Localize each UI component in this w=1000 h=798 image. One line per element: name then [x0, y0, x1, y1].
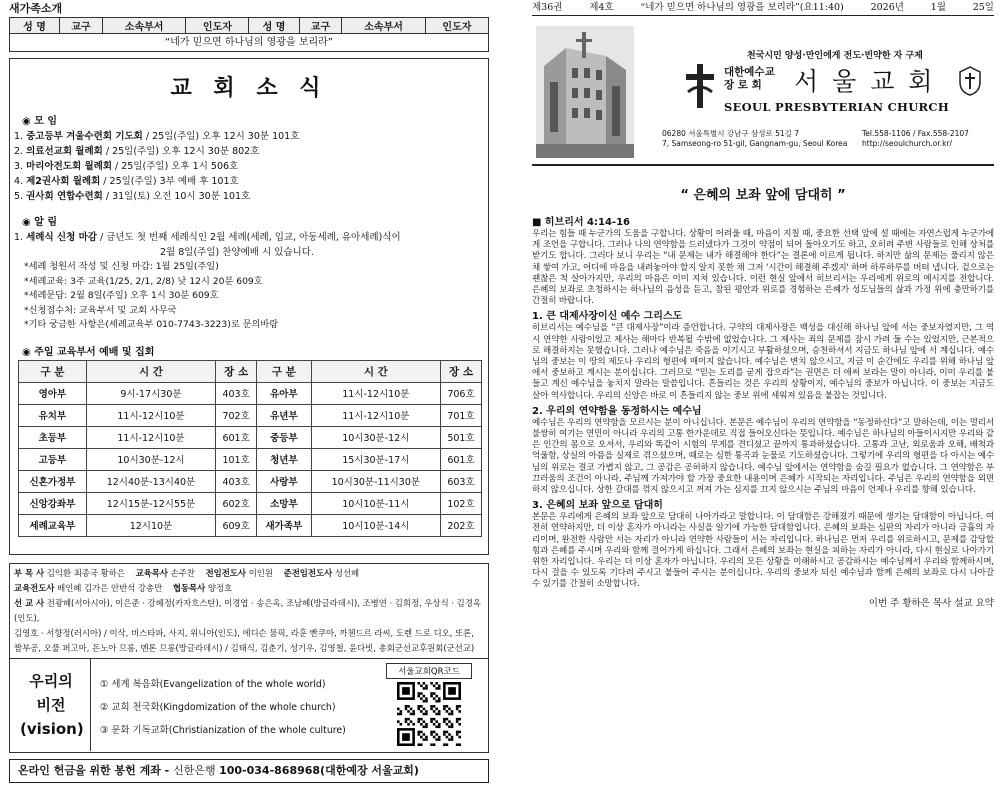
- schedule-header: 시 간: [86, 360, 215, 382]
- schedule-cell: 601호: [441, 448, 482, 470]
- meeting-detail: / 25일(주일) 오후 12시 30분 101호: [142, 131, 300, 142]
- schedule-cell: 15시30분-17시: [311, 448, 440, 470]
- schedule-cell: 102호: [441, 492, 482, 514]
- notice-heading: ◉ 알 림: [22, 217, 58, 228]
- point-1-heading: 1. 큰 대제사장이신 예수 그리스도: [532, 311, 683, 323]
- newcomers-header: 인도자: [425, 18, 488, 34]
- bank-box: 온라인 헌금을 위한 봉헌 계좌 - 신한은행 100-034-868968(대한예장 서울교회): [9, 759, 489, 783]
- meeting-detail: / 25일(주일) 오후 1시 506호: [112, 161, 239, 172]
- schedule-cell: 609호: [216, 514, 257, 536]
- staff-role: 교육전도사: [14, 583, 55, 593]
- schedule-cell: 12시40분-13시40분: [86, 470, 215, 492]
- meeting-item: [10, 129, 488, 144]
- schedule-cell: 12시10분: [86, 514, 215, 536]
- issue-header: [532, 0, 994, 16]
- point-3-heading: 3. 은혜의 보좌 앞으로 담대히: [532, 500, 663, 512]
- schedule-cell: 101호: [216, 448, 257, 470]
- meeting-number: 3.: [14, 161, 24, 172]
- schedule-cell: 11시-12시10분: [86, 404, 215, 426]
- schedule-header: 장 소: [216, 360, 257, 382]
- schedule-cell: 11시-12시10분: [86, 426, 215, 448]
- schedule-cell: 9시-17시30분: [86, 382, 215, 404]
- staff-names: 양정호: [207, 583, 233, 593]
- newcomers-header: 교구: [299, 18, 342, 34]
- staff-names: 성선혜: [334, 568, 360, 578]
- meeting-item: [10, 159, 488, 174]
- slogan: 천국시민 양성·만인에게 전도·빈약한 자 구제: [747, 51, 923, 61]
- missionary-line-1: 선 교 사 전광혜(서아시아), 이은준 · 강혜정(카자흐스탄), 이경엽 · 송은옥, 조남혜(방글라데시), 조병연 · 김희정, 우상식 · 김경옥(인도),: [14, 598, 481, 623]
- staff-line-2: [14, 581, 484, 596]
- denomination: 대한예수교 장 로 회: [724, 66, 775, 91]
- meeting-number: 2.: [14, 146, 24, 157]
- meeting-name: 마리아전도회 월례회: [26, 161, 113, 172]
- schedule-cell: 11시-12시10분: [311, 382, 440, 404]
- notice-note: *세례 청원서 작성 및 신청 마감: 1월 25일(주일): [24, 261, 219, 272]
- month: 1월: [930, 2, 946, 13]
- meeting-detail: / 25일(주일) 3부 예배 후 101호: [100, 176, 239, 187]
- year: 2026년: [870, 2, 904, 13]
- schedule-cell: 10시10분-11시: [311, 492, 440, 514]
- schedule-cell: 603호: [441, 470, 482, 492]
- schedule-row: [19, 404, 482, 426]
- missionary-line-3: 짬부공, 오풀 퍼고마, 돈노아 므롱, 멘톤 므롱(방글라데시) / 김태식, 김춘기, 성기우, 김영철, 윤다빗, 총회군선교후원회(군선교): [14, 643, 475, 653]
- staff-role: 준전임전도사: [283, 568, 333, 578]
- schedule-cell: 10시30분-12시: [311, 426, 440, 448]
- schedule-table: [18, 360, 482, 537]
- schedule-row: [19, 470, 482, 492]
- church-building-photo: [536, 26, 634, 158]
- newcomers-header: 성 명: [10, 18, 60, 34]
- schedule-cell: 고등부: [19, 448, 87, 470]
- schedule-cell: 10시30분-11시30분: [311, 470, 440, 492]
- notice-item: 1. 세례식 신청 마감 / 금년도 첫 번째 세례식인 2월 세례(세례, 입교, 아동세례, 유아세례)식이: [14, 232, 401, 243]
- issue-no: 제4호: [589, 2, 614, 13]
- newcomers-header: 인도자: [186, 18, 249, 34]
- schedule-row: [19, 426, 482, 448]
- notice-line2: 2월 8일(주일) 찬양예배 시 있습니다.: [160, 247, 314, 258]
- schedule-cell: 403호: [216, 382, 257, 404]
- staff-names: 이인원: [248, 568, 273, 578]
- meeting-detail: / 31일(토) 오전 10시 30분 101호: [102, 191, 251, 202]
- schedule-cell: 신혼가정부: [19, 470, 87, 492]
- schedule-cell: 소망부: [257, 492, 312, 514]
- notice-notes: [10, 260, 488, 333]
- meetings-heading: ◉ 모 임: [22, 116, 58, 127]
- news-box: [9, 58, 489, 555]
- newcomers-header: 소속부서: [102, 18, 185, 34]
- point-1-text: 히브리서는 예수님을 “큰 대제사장”이라 증언합니다. 구약의 대제사장은 백성을 대신해 하나님 앞에 서는 중보자였지만, 그 역시 연약한 사람이었고 제사는 해마다 반복될 수밖에 없었습니다. 그 제사는 죄의 문제를 잠시 가려 둘 수는 있었지만, 근본적으로 해결하지는 못했습니다. 그러나 예수님은 죽음을 이기시고 부활하셨으며, 승천하셔서 지금도 하나님 앞에 서 계십니다. 예수님의 중보는 이 땅의 제도나 우리의 형편에 매이지 않습니다. 예수님은 변치 않으시고, 지금 이 순간에도 우리를 위해 하나님 앞에서 중보하고 계시는 분이십니다. 그러므로 “믿는 도리를 굳게 잡으라”는 권면은 더 애써 보라는 말이 아니라, 이미 우리를 붙들고 계신 예수님을 놓치지 말라는 말씀입니다. 흔들리는 것은 우리의 상황이지, 예수님의 중보가 아닙니다. 이 중보는 지금도 살아 역사합니다. 우리의 신앙은 바로 이 흔들리지 않는 중보 위에 세워져 있음을 붙잡는 것입니다.: [532, 323, 994, 401]
- schedule-cell: 601호: [216, 426, 257, 448]
- staff-role: 전임전도사: [205, 568, 247, 578]
- schedule-header: 장 소: [441, 360, 482, 382]
- church-emblem-icon: [958, 66, 982, 96]
- left-page: [9, 0, 489, 798]
- newcomers-title: 새가족소개: [9, 2, 63, 15]
- meeting-item: [10, 144, 488, 159]
- schedule-cell: 501호: [441, 426, 482, 448]
- schedule-cell: 유년부: [257, 404, 312, 426]
- sermon-title: “ 은혜의 보좌 앞에 담대히 ”: [680, 188, 846, 203]
- schedule-cell: 11시-12시10분: [311, 404, 440, 426]
- church-name-english: SEOUL PRESBYTERIAN CHURCH: [724, 100, 950, 114]
- meeting-item: [10, 174, 488, 189]
- qr-box: 서울교회QR코드: [386, 663, 472, 750]
- meeting-name: 중고등부 겨울수련회 기도회: [26, 131, 143, 142]
- issue-verse: “네가 믿으면 하나님의 영광을 보리라”(요11:40): [640, 2, 844, 13]
- meeting-name: 제2권사회 월례회: [26, 176, 101, 187]
- schedule-cell: 706호: [441, 382, 482, 404]
- notice-note: *세례문답: 2월 8일(주일) 오후 1시 30분 609호: [24, 290, 219, 301]
- staff-role: 협동목사: [172, 583, 206, 593]
- notice-note: *세례교육: 3주 교육(1/25, 2/1, 2/8) 낮 12시 20분 609호: [24, 275, 263, 287]
- schedule-row: [19, 448, 482, 470]
- news-title: 교 회 소 식: [170, 75, 328, 101]
- point-2-text: 예수님은 우리의 연약함을 모르시는 분이 아니십니다. 본문은 예수님이 우리의 연약함을 “동정하신다”고 말하는데, 이는 멀리서 불쌍히 여기는 연민이 아니라 우리의 고통 한가운데로 직접 들어오신다는 뜻입니다. 예수님은 하나님의 아들이시지만 우리와 같은 인간의 몸으로 오셔서, 우리와 똑같이 시험의 무게를 견디셨고 끝까지 통과하셨습니다. 고통과 고난, 외로움과 오해, 배척과 억울함, 상실의 아픔을 실제로 겪으셨으며, 때로는 심한 통곡과 눈물로 기도하셨습니다. 그렇기에 우리의 형편을 다 아시는 예수님의 위로는 결코 가볍지 않고, 그 공감은 공허하지 않습니다. 예수님 앞에서는 연약함을 숨길 필요가 없습니다. 그 연약함은 부끄러움의 조건이 아니라, 주님께 가져가야 할 가장 중요한 내용이며 은혜가 시작되는 자리입니다. 주님은 우리의 연약함을 외면하지 않으십니다. 상한 갈대를 꺾지 않으시고 꺼져 가는 심지를 끄지 않으시는 주님의 마음이 언제나 우리를 향해 있습니다.: [532, 417, 994, 496]
- meeting-detail: / 25일(주일) 오후 12시 30분 802호: [102, 146, 260, 157]
- schedule-cell: 10시30분-12시: [86, 448, 215, 470]
- church-name: 서 울 교 회: [794, 67, 936, 96]
- cross-logo-icon: [682, 62, 718, 110]
- meeting-number: 5.: [14, 191, 24, 202]
- schedule-cell: 초등부: [19, 426, 87, 448]
- meeting-name: 의료선교회 월례회: [26, 146, 103, 157]
- newcomers-table: [9, 17, 489, 52]
- newcomers-header: 성 명: [249, 18, 299, 34]
- staff-names: 배인혜 김가은 안반석 강총만: [57, 583, 163, 593]
- schedule-header: 시 간: [311, 360, 440, 382]
- schedule-cell: 유아부: [257, 382, 312, 404]
- qr-code-icon[interactable]: [397, 682, 461, 746]
- schedule-row: [19, 492, 482, 514]
- staff-role: 교육목사: [135, 568, 168, 578]
- schedule-cell: 202호: [441, 514, 482, 536]
- staff-names: 김익환 최종국 황하은: [46, 568, 125, 578]
- vision-item: ③ 문화 기독교화(Christianization of the whole culture): [100, 725, 346, 736]
- website-link[interactable]: http://seoulchurch.or.kr/: [862, 139, 953, 148]
- schedule-row: [19, 514, 482, 536]
- missionary-line-2: 김영호 · 서향정(러시아) / 이삭, 비스타파, 사지, 위니아(인도), 에디슨 뭄픽, 라훈 빤쿠아, 까첸드르 라씨, 도렌 드로 디오, 또론,: [14, 628, 474, 638]
- sermon-intro: 우리는 힘들 때 누군가의 도움을 구합니다. 상황이 어려울 때, 마음이 지칠 때, 중요한 선택 앞에 설 때에는 자연스럽게 누군가에게 조언을 구합니다. 그러나 나의 연약함을 드러냈다가 그것이 약점이 되어 돌아오기도 하고, 오히려 주변 사람들로 인해 상처를 받기도 합니다. 그러다 보니 우리는 “내 문제는 내가 해결해야 한다”는 결론에 이르게 됩니다. 하지만 삶의 문제는 풀리지 않은 채 쌓여 가고, 어디에 마음을 내려놓아야 할지 알지 못한 채 그저 '시간이 해결해 주겠지' 하며 하루하루를 버텨 냅니다. 겉으로는 괜찮은 척 살아가지만, 우리의 마음은 이미 지쳐 있습니다. 이런 현실 앞에서 히브리서는 우리에게 위로의 메시지를 전합니다. 은혜의 보좌로 초청하시는 하나님의 음성을 듣고, 참된 평안과 위로를 경험하는 은혜가 성도님들의 삶과 가정 위에 충만하기를 간절히 바랍니다.: [532, 229, 994, 307]
- schedule-cell: 403호: [216, 470, 257, 492]
- sermon-signature: 이번 주 황하은 목사 설교 요약: [868, 597, 994, 609]
- meeting-number: 4.: [14, 176, 24, 187]
- schedule-cell: 세례교육부: [19, 514, 87, 536]
- staff-names: 손주찬: [170, 568, 195, 578]
- schedule-cell: 702호: [216, 404, 257, 426]
- meeting-number: 1.: [14, 131, 24, 142]
- vision-box: [9, 659, 489, 753]
- meeting-name: 권사회 연합수련회: [26, 191, 103, 202]
- volume: 제36권: [532, 2, 563, 13]
- schedule-cell: 602호: [216, 492, 257, 514]
- vision-item: ② 교회 천국화(Kingdomization of the whole church): [100, 702, 336, 713]
- newcomers-header: 교구: [60, 18, 103, 34]
- staff-role: 부 목 사: [14, 568, 45, 578]
- staff-box: [9, 563, 489, 659]
- schedule-cell: 12시15분-12시55분: [86, 492, 215, 514]
- contact: Tel.558-1106 / Fax.558-2107 http://seoulchurch.or.kr/: [862, 129, 969, 148]
- motto: “네가 믿으면 하나님의 영광을 보리라”: [10, 34, 489, 52]
- vision-items: [100, 673, 346, 742]
- point-2-heading: 2. 우리의 연약함을 동정하시는 예수님: [532, 405, 702, 417]
- vision-label: 우리의 비전 (vision): [20, 672, 84, 738]
- schedule-cell: 10시10분-14시: [311, 514, 440, 536]
- schedule-cell: 사랑부: [257, 470, 312, 492]
- schedule-cell: 701호: [441, 404, 482, 426]
- church-header: [532, 16, 994, 166]
- scripture-reference: ■ 히브리서 4:14-16: [532, 217, 630, 228]
- vision-item: ① 세계 복음화(Evangelization of the whole world): [100, 679, 326, 690]
- schedule-cell: 신앙강좌부: [19, 492, 87, 514]
- schedule-cell: 새가족부: [257, 514, 312, 536]
- day: 25일: [972, 2, 994, 13]
- schedule-cell: 중등부: [257, 426, 312, 448]
- notice-note: *기타 궁금한 사항은(세례교육부 010-7743-3223)로 문의바람: [24, 319, 279, 330]
- meeting-item: [10, 189, 488, 204]
- schedule-heading: ◉ 주일 교육부서 예배 및 집회: [22, 346, 155, 358]
- schedule-cell: 영아부: [19, 382, 87, 404]
- schedule-cell: 유치부: [19, 404, 87, 426]
- right-page: [532, 0, 994, 798]
- newcomers-header: 소속부서: [342, 18, 425, 34]
- schedule-header: 구 분: [19, 360, 87, 382]
- schedule-cell: 청년부: [257, 448, 312, 470]
- meetings-list: [10, 129, 488, 204]
- point-3-text: 본문은 우리에게 은혜의 보좌 앞으로 담대히 나아가라고 말합니다. 이 담대함은 강해졌기 때문에 생기는 담대함이 아닙니다. 여전히 연약하지만, 더 이상 혼자가 아니라는 사실을 알기에 가능한 담대함입니다. 은혜의 보좌는 심판의 자리가 아니라 긍휼의 자리이며, 완전한 사람만 서는 자리가 아니라 연약한 사람들이 서는 자리입니다. 하나님은 먼저 우리를 위로하시고, 문제를 감당할 힘과 은혜를 주시며 우리와 함께 걸어가게 하십니다. 그래서 은혜의 보좌는 현실을 피하는 자리가 아니라, 다시 현실로 나아가기 위한 자리입니다. 우리는 더 이상 혼자가 아닙니다. 우리의 모든 상황을 이해하시고 공감하시는 예수님께서 우리와 함께하시며, 다시 걸을 수 있도록 기다려 주시고 붙들어 주시는 분이십니다. 우리의 중보자 되신 예수님과 함께 은혜의 보좌로 다시 나아갈 수 있기를 간절히 소망합니다.: [532, 512, 994, 590]
- address: 06280 서울특별시 강남구 삼성로 51길 7 7, Samseong-ro 51-gil, Gangnam-gu, Seoul Korea: [662, 129, 848, 148]
- schedule-header: 구 분: [257, 360, 312, 382]
- schedule-row: [19, 382, 482, 404]
- notice-note: *신청접수처: 교육부서 및 교회 사무국: [24, 304, 177, 316]
- staff-line-1: [14, 566, 484, 581]
